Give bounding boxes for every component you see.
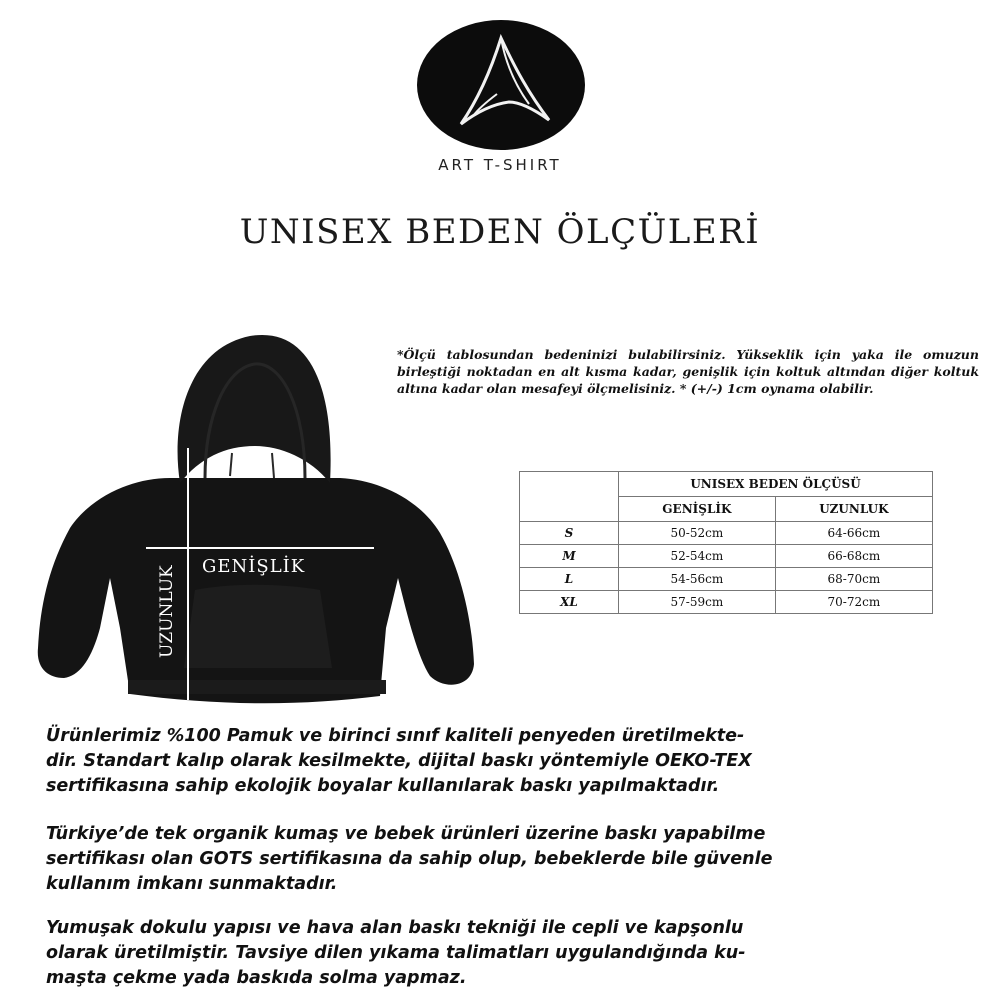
paragraph-line: dir. Standart kalıp olarak kesilmekte, dijital baskı yöntemiyle OEKO-TEX (46, 751, 752, 771)
length-value: 68-70cm (775, 568, 932, 591)
width-value: 57-59cm (619, 591, 776, 614)
paragraph-line: sertifikasına sahip ekolojik boyalar kullanılarak baskı yapılmaktadır. (46, 776, 720, 796)
paragraph-material (46, 724, 960, 799)
length-value: 66-68cm (775, 545, 932, 568)
length-label: UZUNLUK (157, 565, 177, 658)
paragraph-line: maşta çekme yada baskıda solma yapmaz. (46, 968, 467, 988)
table-title: UNISEX BEDEN ÖLÇÜSÜ (619, 472, 933, 497)
table-corner (520, 472, 619, 522)
size-label: S (520, 522, 619, 545)
size-label: M (520, 545, 619, 568)
paragraph-care (46, 916, 960, 991)
paragraph-line: sertifikası olan GOTS sertifikasına da sahip olup, bebeklerde bile güvenle (46, 849, 773, 869)
width-label: GENİŞLİK (202, 556, 306, 577)
paragraph-line: olarak üretilmiştir. Tavsiye dilen yıkama talimatları uygulandığında ku- (46, 943, 746, 963)
brand-name: ART T-SHIRT (438, 156, 562, 174)
paragraph-certification (46, 822, 960, 897)
paragraph-line: kullanım imkanı sunmaktadır. (46, 874, 338, 894)
page-title: UNISEX BEDEN ÖLÇÜLERİ (239, 212, 761, 252)
width-value: 54-56cm (619, 568, 776, 591)
measurement-note: *Ölçü tablosundan bedeninizi bulabilirsiniz. Yükseklik için yaka ile omuzun birleştiği noktadan en alt kısma kadar, genişlik için koltuk altından diğer koltuk altına kadar olan mesafeyi ölçmelisiniz. * (+/-) 1cm oynama olabilir. (397, 347, 979, 396)
length-value: 70-72cm (775, 591, 932, 614)
size-table (519, 471, 933, 614)
paragraph-line: Ürünlerimiz %100 Pamuk ve birinci sınıf kaliteli penyeden üretilmekte- (46, 726, 745, 746)
table-row (520, 591, 933, 614)
size-label: XL (520, 591, 619, 614)
column-header-genislik: GENİŞLİK (619, 497, 776, 522)
length-value: 64-66cm (775, 522, 932, 545)
table-row (520, 545, 933, 568)
table-row (520, 568, 933, 591)
triangle-logo-icon (417, 20, 585, 150)
size-label: L (520, 568, 619, 591)
column-header-uzunluk: UZUNLUK (775, 497, 932, 522)
width-value: 50-52cm (619, 522, 776, 545)
paragraph-line: Türkiye’de tek organik kumaş ve bebek ürünleri üzerine baskı yapabilme (46, 824, 766, 844)
width-value: 52-54cm (619, 545, 776, 568)
table-row (520, 522, 933, 545)
paragraph-line: Yumuşak dokulu yapısı ve hava alan baskı tekniği ile cepli ve kapşonlu (46, 918, 744, 938)
